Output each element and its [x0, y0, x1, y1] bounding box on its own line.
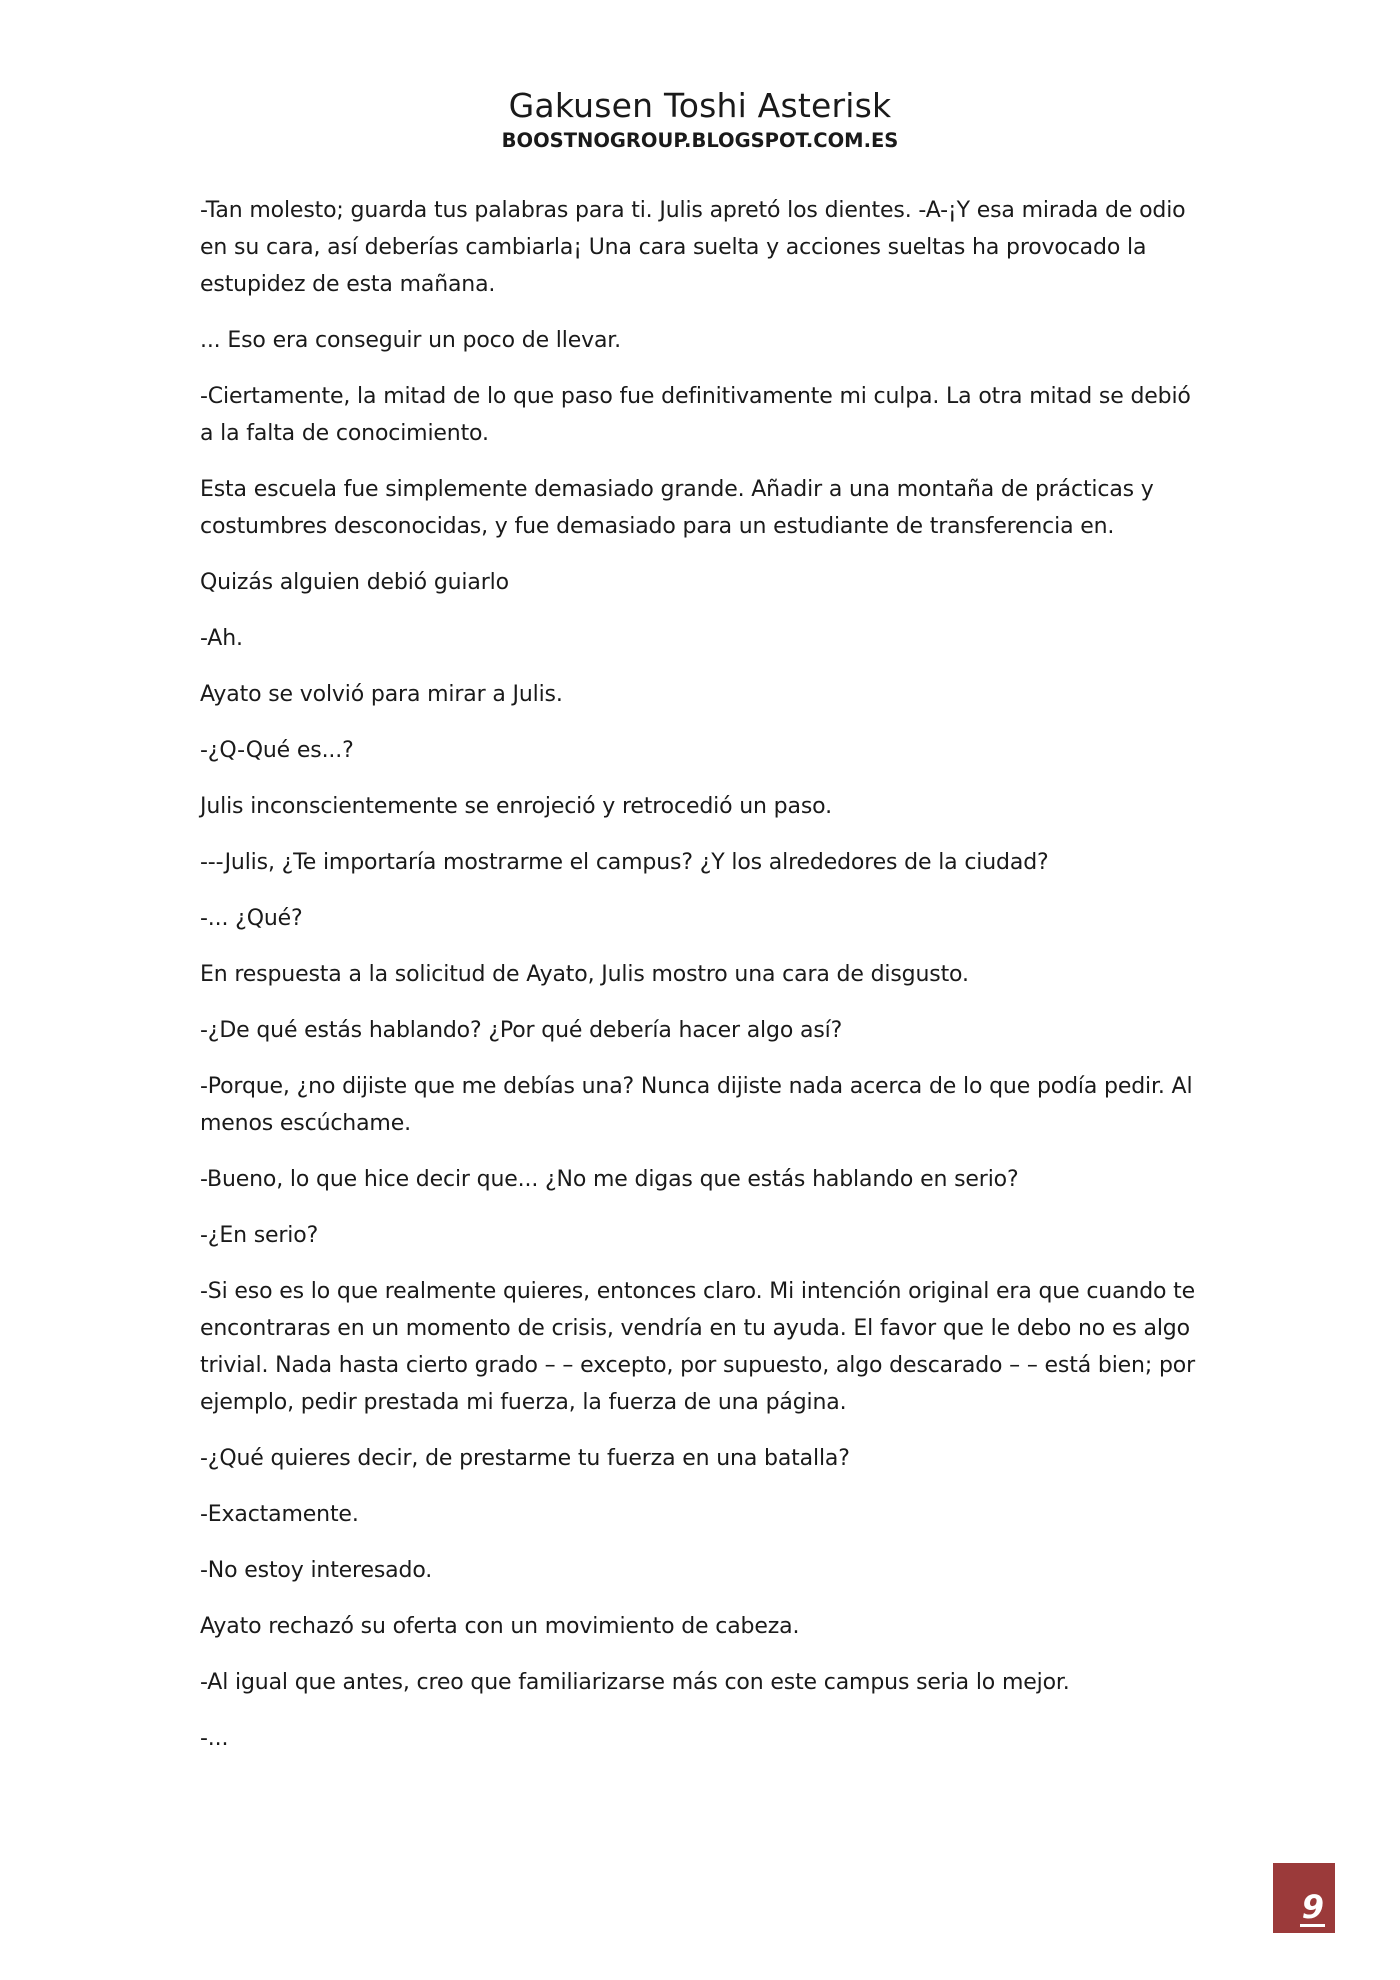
- paragraph: En respuesta a la solicitud de Ayato, Julis mostro una cara de disgusto.: [200, 962, 969, 987]
- page-number-box: [1273, 1863, 1335, 1933]
- paragraph: Julis inconscientemente se enrojeció y retrocedió un paso.: [200, 794, 832, 819]
- paragraph: -No estoy interesado.: [200, 1558, 433, 1583]
- paragraph: -Bueno, lo que hice decir que... ¿No me digas que estás hablando en serio?: [200, 1167, 1019, 1192]
- paragraph: -Al igual que antes, creo que familiarizarse más con este campus seria lo mejor.: [200, 1670, 1070, 1695]
- paragraph: Esta escuela fue simplemente demasiado grande. Añadir a una montaña de prácticas y costumbres desconocidas, y fue demasiado para un estudiante de transferencia en.: [200, 477, 1154, 539]
- page-number: 9: [1301, 1888, 1324, 1926]
- page-header: [0, 86, 1400, 154]
- paragraph: -... ¿Qué?: [200, 906, 303, 931]
- page-site-url: BOOSTNOGROUP.BLOGSPOT.COM.ES: [501, 129, 899, 152]
- page-title: Gakusen Toshi Asterisk: [508, 86, 892, 125]
- paragraph: -¿De qué estás hablando? ¿Por qué debería hacer algo así?: [200, 1018, 843, 1043]
- paragraph: -¿Qué quieres decir, de prestarme tu fuerza en una batalla?: [200, 1446, 850, 1471]
- paragraph: -Porque, ¿no dijiste que me debías una? Nunca dijiste nada acerca de lo que podía pedir. Al menos escúchame.: [200, 1074, 1193, 1136]
- paragraph: Quizás alguien debió guiarlo: [200, 570, 509, 595]
- paragraph: -Ciertamente, la mitad de lo que paso fue definitivamente mi culpa. La otra mitad se debió a la falta de conocimiento.: [200, 384, 1191, 446]
- paragraph: -¿Q-Qué es...?: [200, 738, 354, 763]
- paragraph: ---Julis, ¿Te importaría mostrarme el campus? ¿Y los alrededores de la ciudad?: [200, 850, 1049, 875]
- paragraph: -Exactamente.: [200, 1502, 359, 1527]
- paragraph: Ayato se volvió para mirar a Julis.: [200, 682, 563, 707]
- body-text: [200, 192, 1200, 1776]
- paragraph: -Ah.: [200, 626, 243, 651]
- paragraph: Ayato rechazó su oferta con un movimiento de cabeza.: [200, 1614, 800, 1639]
- paragraph: -¿En serio?: [200, 1223, 319, 1248]
- paragraph: -Tan molesto; guarda tus palabras para ti. Julis apretó los dientes. -A-¡Y esa mirada de odio en su cara, así deberías cambiarla¡ Una cara suelta y acciones sueltas ha provocado la estupidez de esta mañana.: [200, 198, 1186, 297]
- paragraph: -Si eso es lo que realmente quieres, entonces claro. Mi intención original era que cuando te encontraras en un momento de crisis, vendría en tu ayuda. El favor que le debo no es algo trivial. Nada hasta cierto grado – – excepto, por supuesto, algo descarado – – está bien; por ejemplo, pedir prestada mi fuerza, la fuerza de una página.: [200, 1279, 1196, 1415]
- paragraph: ... Eso era conseguir un poco de llevar.: [200, 328, 622, 353]
- paragraph: -...: [200, 1726, 229, 1751]
